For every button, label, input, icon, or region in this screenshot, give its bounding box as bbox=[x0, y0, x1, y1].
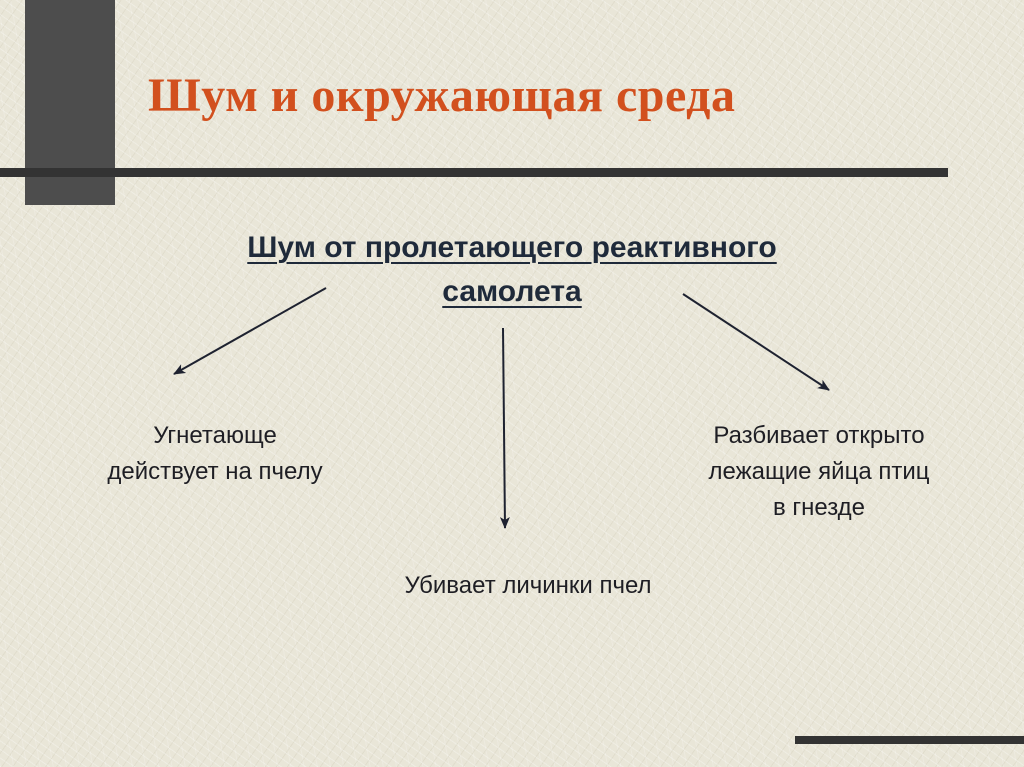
title-divider-line bbox=[0, 168, 948, 177]
branch-right-line-3: в гнезде bbox=[772, 494, 866, 521]
branch-right-line-1: Разбивает открыто bbox=[713, 422, 925, 449]
bottom-divider-line bbox=[795, 736, 1024, 744]
branch-middle-line-1: Убивает личинки пчел bbox=[404, 572, 652, 599]
slide-title: Шум и окружающая среда bbox=[148, 69, 736, 122]
branch-right-line-2: лежащие яйца птиц bbox=[708, 458, 930, 485]
branch-middle-text bbox=[328, 568, 728, 604]
arrow-to-middle-branch bbox=[503, 328, 505, 528]
branch-left-line-1: Угнетающе bbox=[153, 422, 277, 449]
diagram-root-line-1: Шум от пролетающего реактивного bbox=[247, 231, 777, 264]
branch-left-line-2: действует на пчелу bbox=[107, 458, 323, 485]
diagram-root-line-2: самолета bbox=[442, 275, 582, 308]
branch-left-text bbox=[60, 418, 370, 490]
branch-right-text bbox=[664, 418, 974, 526]
diagram-root-heading bbox=[100, 226, 924, 314]
